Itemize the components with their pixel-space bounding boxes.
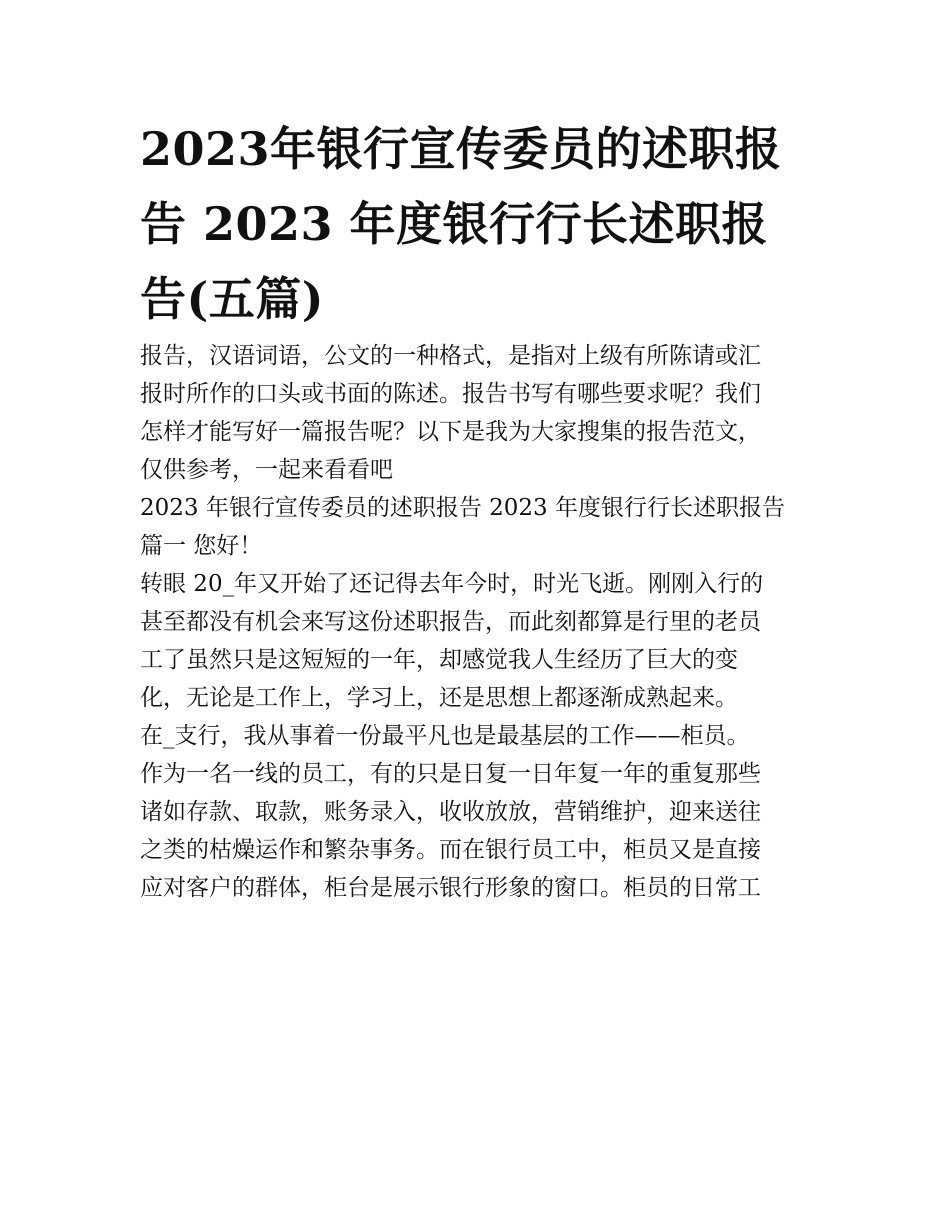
- text-line: 转眼 20_年又开始了还记得去年今时，时光飞逝。刚刚入行的: [140, 571, 764, 597]
- title-line-2: 告 2023 年度银行行长述职报: [140, 197, 769, 251]
- text-line: 报告，汉语词语，公文的一种格式，是指对上级有所陈请或汇: [140, 343, 761, 369]
- text-line: 之类的枯燥运作和繁杂事务。而在银行员工中，柜员又是直接: [140, 837, 761, 863]
- body-paragraph: [140, 565, 812, 717]
- text-line: 诸如存款、取款，账务录入，收收放放，营销维护，迎来送往: [140, 799, 761, 825]
- title-line-3: 告(五篇): [140, 272, 325, 326]
- section-heading-paragraph: [140, 489, 812, 565]
- body-paragraph: [140, 717, 812, 907]
- document-title: [140, 112, 812, 337]
- text-line: 在_支行，我从事着一份最平凡也是最基层的工作——柜员。: [140, 723, 750, 749]
- title-line-1: 2023年银行宣传委员的述职报: [140, 122, 782, 176]
- text-line: 怎样才能写好一篇报告呢？以下是我为大家搜集的报告范文，: [140, 419, 761, 445]
- text-line: 报时所作的口头或书面的陈述。报告书写有哪些要求呢？我们: [140, 381, 761, 407]
- text-line: 甚至都没有机会来写这份述职报告，而此刻都算是行里的老员: [140, 609, 761, 635]
- text-line: 作为一名一线的员工，有的只是日复一日年复一年的重复那些: [140, 761, 761, 787]
- text-line: 应对客户的群体，柜台是展示银行形象的窗口。柜员的日常工: [140, 875, 761, 901]
- text-line: 仅供参考，一起来看看吧: [140, 457, 393, 483]
- text-line: 化，无论是工作上，学习上，还是思想上都逐渐成熟起来。: [140, 685, 738, 711]
- text-line: 工了虽然只是这短短的一年，却感觉我人生经历了巨大的变: [140, 647, 738, 673]
- text-line: 篇一 您好！: [140, 533, 263, 559]
- intro-paragraph: [140, 337, 812, 489]
- document-page: [140, 112, 812, 907]
- text-line: 2023 年银行宣传委员的述职报告 2023 年度银行行长述职报告: [140, 495, 785, 521]
